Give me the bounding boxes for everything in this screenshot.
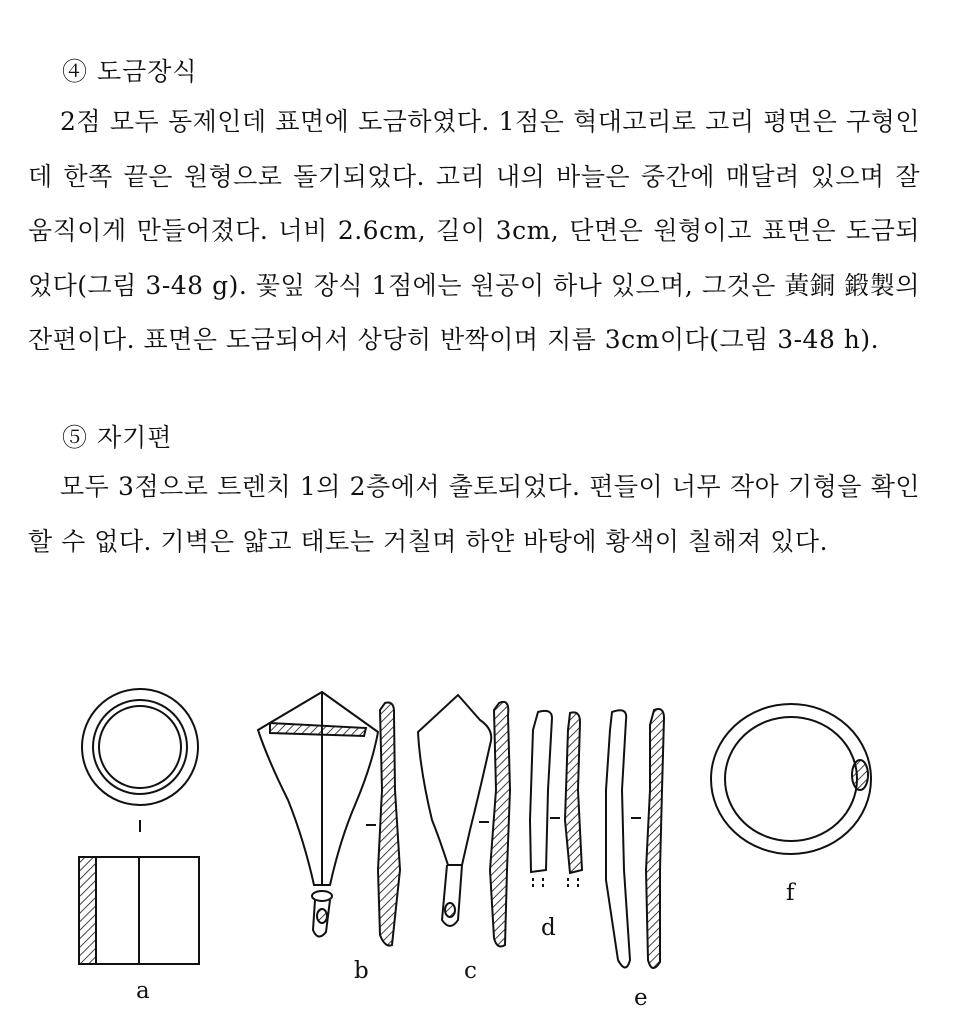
- section-4-paragraph: [28, 95, 920, 368]
- artifact-a-ring-plan: [82, 689, 198, 805]
- figure-label-c: c: [464, 958, 477, 984]
- artifact-a-section: [79, 857, 199, 964]
- section-4-heading: ④ 도금장식: [62, 57, 198, 86]
- artifact-f-ring: [711, 704, 871, 854]
- section-4-text: 2점 모두 동제인데 표면에 도금하였다. 1점은 혁대고리로 고리 평면은 구형인데 한쪽 끝은 원형으로 돌기되었다. 고리 내의 바늘은 중간에 매달려 있으며 잘 움직이게 만들어졌다. 너비 2.6cm, 길이 3cm, 단면은 원형이고 표면은 도금되었다(그림 3-48 g). 꽃잎 장식 1점에는 원공이 하나 있으며, 그것은 黃銅 鍛製의 잔편이다. 표면은 도금되어서 상당히 반짝이며 지름 3cm이다(그림 3-48 h).: [28, 107, 920, 354]
- section-5-heading: ⑤ 자기편: [62, 423, 173, 452]
- figure-label-d: d: [541, 915, 556, 941]
- artifact-drawings: [0, 670, 970, 1014]
- artifact-c-leaf: [418, 695, 510, 946]
- artifact-e: [606, 709, 664, 968]
- artifact-d: [530, 711, 582, 888]
- figure-label-e: e: [634, 985, 648, 1011]
- section-5-text: 모두 3점으로 트렌치 1의 2층에서 출토되었다. 편들이 너무 작아 기형을 확인할 수 없다. 기벽은 얇고 태토는 거칠며 하얀 바탕에 황색이 칠해져 있다.: [28, 472, 920, 556]
- artifact-figure: [0, 670, 970, 1014]
- section-5-paragraph: [28, 460, 920, 569]
- figure-label-f: f: [786, 880, 795, 906]
- figure-label-b: b: [354, 958, 369, 984]
- artifact-b-leaf: [258, 692, 400, 946]
- figure-label-a: a: [136, 978, 150, 1004]
